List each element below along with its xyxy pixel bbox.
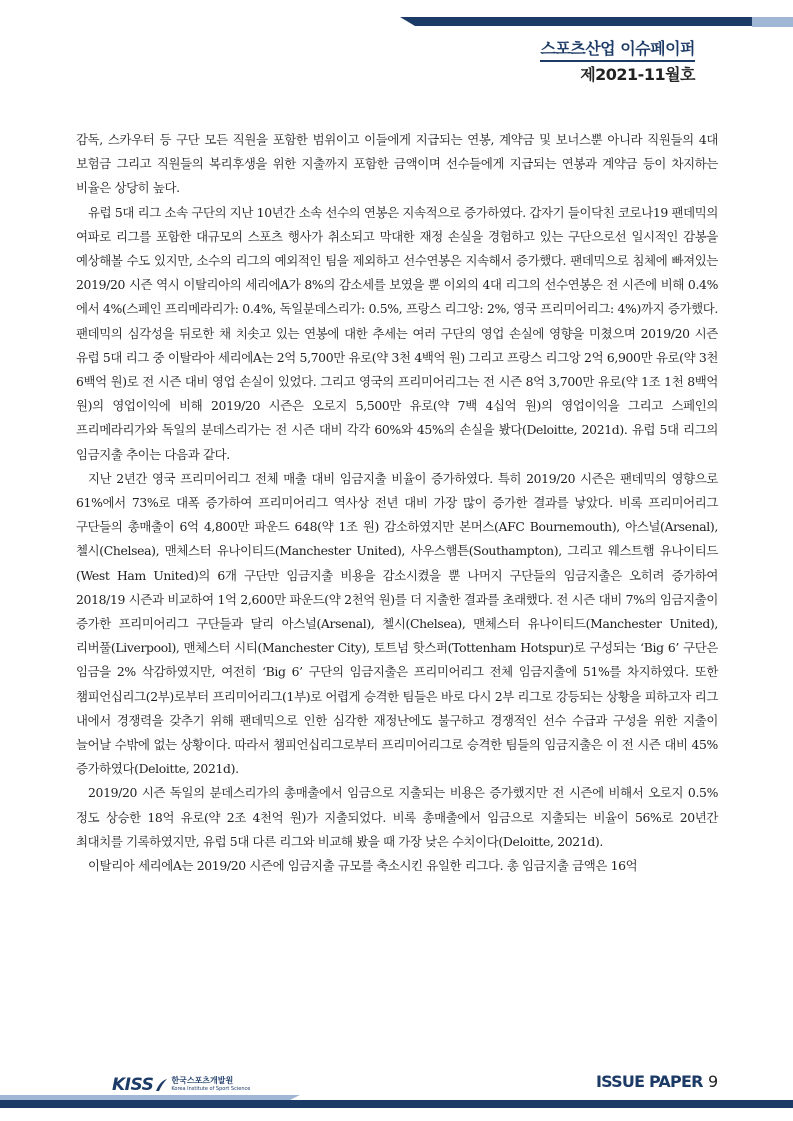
article-body <box>76 128 718 878</box>
paragraph: 이탈리아 세리에A는 2019/20 시즌에 임금지출 규모를 축소시킨 유일한 리그다. 총 임금지출 금액은 16억 <box>88 858 638 874</box>
logo-name-english: Korea Institute of Sport Science <box>171 1086 251 1092</box>
page-number: 9 <box>708 1072 719 1091</box>
header-decoration-bar <box>0 0 793 40</box>
logo-mark: KISS <box>112 1075 154 1095</box>
paragraph: 감독, 스카우터 등 구단 모든 직원을 포함한 범위이고 이들에게 지급되는 연봉, 계약금 및 보너스뿐 아니라 직원들의 4대 보험금 그리고 직원들의 복리후생을 위한 지출까지 포함한 금액이며 선수들에게 지급되는 연봉과 계약금 등이 차지하는 비율은 상당히 높다. <box>76 132 718 196</box>
issue-number: 제2021-11월호 <box>580 65 695 84</box>
paragraph: 유럽 5대 리그 소속 구단의 지난 10년간 소속 선수의 연봉은 지속적으로 증가하였다. 갑자기 들이닥친 코로나19 팬데믹의 여파로 리그를 포함한 대규모의 스포츠 행사가 취소되고 막대한 재정 손실을 경험하고 있는 구단으로선 일시적인 감봉을 예상해볼 수도 있지만, 소수의 리그의 예외적인 팀을 제외하고 선수연봉은 지속해서 증가했다. 팬데믹으로 침체에 빠져있는 2019/20 시즌 역시 이탈리아의 세리에A가 8%의 감소세를 보였을 뿐 이외의 4대 리그의 선수연봉은 전 시즌에 비해 0.4%에서 4%(스페인 프리메라리가: 0.4%, 독일분데스리가: 0.5%, 프랑스 리그앙: 2%, 영국 프리미어리그: 4%)까지 증가했다. 팬데믹의 심각성을 뒤로한 채 치솟고 있는 연봉에 대한 추세는 여러 구단의 영업 손실에 영향을 미쳤으며 2019/20 시즌 유럽 5대 리그 중 이탈라아 세리에A는 2억 5,700만 유로(약 3천 4백억 원) 그리고 프랑스 리그앙 2억 6,900만 유로(약 3천 6백억 원)로 전 시즌 대비 영업 손실이 있었다. 그리고 영국의 프리미어리그는 전 시즌 8억 3,700만 유로(약 1조 1천 8백억 원)의 영업이익에 비해 2019/20 시즌은 오로지 5,500만 유로(약 7백 4십억 원)의 영업이익을 그리고 스페인의 프리메라리가와 독일의 분데스리가는 전 시즌 대비 각각 60%와 45%의 손실을 봤다(Deloitte, 2021d). 유럽 5대 리그의 임금지출 추이는 다음과 같다. <box>76 204 718 462</box>
logo-name-korean: 한국스포츠개발원 <box>171 1076 234 1085</box>
footer-decoration-bar <box>0 1081 793 1121</box>
publication-title: 스포츠산업 이슈페이퍼 <box>540 36 695 62</box>
paragraph: 지난 2년간 영국 프리미어리그 전체 매출 대비 임금지출 비율이 증가하였다. 특히 2019/20 시즌은 팬데믹의 영향으로 61%에서 73%로 대폭 증가하여 프리미어리그 역사상 전년 대비 가장 많이 증가한 결과를 낳았다. 비록 프리미어리그 구단들의 총매출이 6억 4,800만 파운드 648(약 1조 원) 감소하였지만 본머스(AFC Bournemouth), 아스널(Arsenal), 첼시(Chelsea), 맨체스터 유나이티드(Manchester United), 사우스햄튼(Southampton), 그리고 웨스트햄 유나이티드(West Ham United)의 6개 구단만 임금지출 비용을 감소시켰을 뿐 나머지 구단들의 임금지출은 오히려 증가하여 2018/19 시즌과 비교하여 1억 2,600만 파운드(약 2천억 원)를 더 지출한 결과를 초래했다. 전 시즌 대비 7%의 임금지출이 증가한 프리미어리그 구단들과 달리 아스널(Arsenal), 첼시(Chelsea), 맨체스터 유나이티드(Manchester United), 리버풀(Liverpool), 맨체스터 시티(Manchester City), 토트넘 핫스퍼(Tottenham Hotspur)로 구성되는 ‘Big 6’ 구단은 임금을 2% 삭감하였지만, 여전히 ‘Big 6’ 구단의 임금지출은 프리미어리그 전체 임금지출에 51%를 차지하였다. 또한 챔피언십리그(2부)로부터 프리미어리그(1부)로 어렵게 승격한 팀들은 바로 다시 2부 리그로 강등되는 상황을 피하고자 리그 내에서 경쟁력을 갖추기 위해 팬데믹으로 인한 심각한 재정난에도 불구하고 경쟁적인 선수 수급과 구성을 위한 지출이 늘어날 수밖에 없는 상황이다. 따라서 챔피언십리그로부터 프리미어리그로 승격한 팀들의 임금지출은 이 전 시즌 대비 45% 증가하였다(Deloitte, 2021d). <box>76 470 718 777</box>
paragraph: 2019/20 시즌 독일의 분데스리가의 총매출에서 임금으로 지출되는 비용은 증가했지만 전 시즌에 비해서 오로지 0.5% 정도 상승한 18억 유로(약 2조 4천억 원)가 지출되었다. 비록 총매출에서 임금으로 지출되는 비율이 56%로 20년간 최대치를 기록하였지만, 유럽 5대 다른 리그와 비교해 봤을 때 가장 낮은 수치이다(Deloitte, 2021d). <box>76 785 718 849</box>
footer-label: ISSUE PAPER <box>596 1072 703 1091</box>
